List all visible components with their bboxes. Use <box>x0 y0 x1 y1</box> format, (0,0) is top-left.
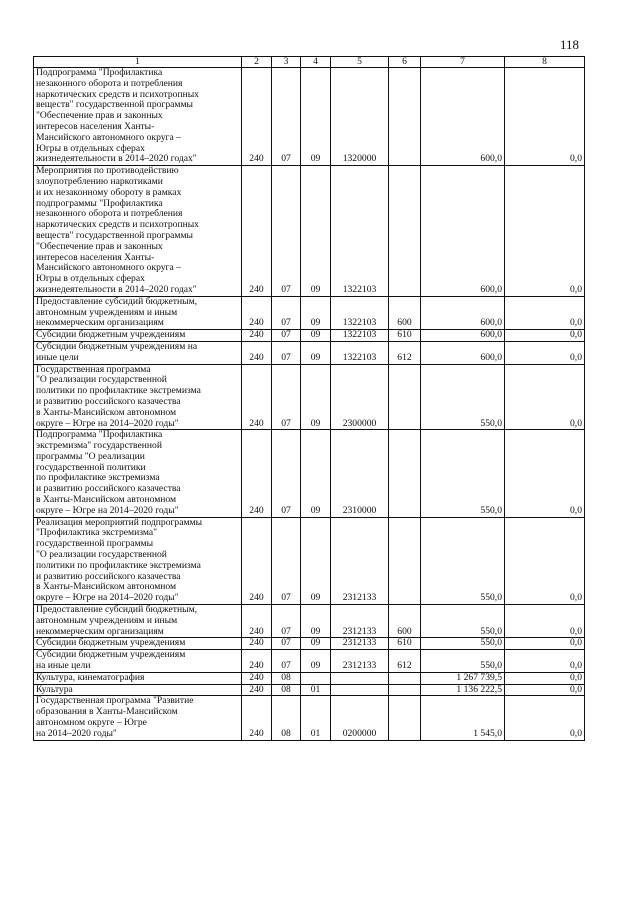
subsection-code-cell: 09 <box>301 364 331 430</box>
section-code-cell: 07 <box>272 296 301 329</box>
section-code-cell: 07 <box>272 605 301 638</box>
table-row <box>34 650 585 673</box>
section-code-cell: 07 <box>272 364 301 430</box>
column-header: 6 <box>389 57 421 68</box>
amount-cell: 550,0 <box>421 364 505 430</box>
subsection-code-cell: 09 <box>301 650 331 673</box>
subsection-code-cell: 09 <box>301 430 331 517</box>
amount-secondary-cell: 0,0 <box>505 696 585 740</box>
ministry-code-cell: 240 <box>242 68 272 166</box>
ministry-code-cell: 240 <box>242 650 272 673</box>
column-header: 7 <box>421 57 505 68</box>
column-header: 8 <box>505 57 585 68</box>
amount-secondary-cell: 0,0 <box>505 341 585 364</box>
column-header: 1 <box>34 57 242 68</box>
subsection-code-cell: 09 <box>301 166 331 297</box>
target-article-cell: 1322103 <box>331 330 389 342</box>
expense-type-cell <box>389 364 421 430</box>
section-code-cell: 07 <box>272 341 301 364</box>
section-code-cell: 07 <box>272 430 301 517</box>
table-row <box>34 296 585 329</box>
row-description: Культура <box>34 684 242 696</box>
table-row <box>34 696 585 740</box>
section-code-cell: 07 <box>272 330 301 342</box>
amount-cell: 550,0 <box>421 517 505 604</box>
section-code-cell: 08 <box>272 696 301 740</box>
section-code-cell: 07 <box>272 650 301 673</box>
ministry-code-cell: 240 <box>242 296 272 329</box>
expense-type-cell <box>389 672 421 684</box>
expense-type-cell <box>389 68 421 166</box>
row-description: Мероприятия по противодействию злоупотреблению наркотиками и их незаконному обороту в рамках подпрограммы "Профилактика незаконного оборота и потребления наркотических средств и психотропных веществ" государственной программы "Обеспечение прав и законных интересов населения Ханты- Мансийского автономного округа – Югры в отдельных сферах жизнедеятельности в 2014–2020 годах" <box>34 166 242 297</box>
ministry-code-cell: 240 <box>242 430 272 517</box>
ministry-code-cell: 240 <box>242 364 272 430</box>
ministry-code-cell: 240 <box>242 605 272 638</box>
amount-cell: 600,0 <box>421 341 505 364</box>
subsection-code-cell: 09 <box>301 638 331 650</box>
section-code-cell: 07 <box>272 166 301 297</box>
ministry-code-cell: 240 <box>242 696 272 740</box>
amount-cell: 600,0 <box>421 330 505 342</box>
table-row <box>34 341 585 364</box>
target-article-cell: 2312133 <box>331 638 389 650</box>
expense-type-cell <box>389 696 421 740</box>
column-header: 2 <box>242 57 272 68</box>
expense-type-cell: 610 <box>389 330 421 342</box>
amount-cell: 1 267 739,5 <box>421 672 505 684</box>
row-description: Реализация мероприятий подпрограммы "Профилактика экстремизма" государственной программы "О реализации государственной политики по профилактике экстремизма и развитию российского казачества в Ханты-Мансийском автономном округе – Югре на 2014–2020 годы" <box>34 517 242 604</box>
row-description: Субсидии бюджетным учреждениям <box>34 330 242 342</box>
amount-cell: 600,0 <box>421 296 505 329</box>
amount-secondary-cell: 0,0 <box>505 430 585 517</box>
subsection-code-cell: 09 <box>301 296 331 329</box>
section-code-cell: 08 <box>272 684 301 696</box>
page-number: 118 <box>560 37 580 52</box>
amount-cell: 550,0 <box>421 430 505 517</box>
row-description: Предоставление субсидий бюджетным, автономным учреждениям и иным некоммерческим организациям <box>34 605 242 638</box>
table-row <box>34 166 585 297</box>
expense-type-cell: 600 <box>389 605 421 638</box>
row-description: Субсидии бюджетным учреждениям на иные цели <box>34 341 242 364</box>
target-article-cell: 1320000 <box>331 68 389 166</box>
subsection-code-cell: 09 <box>301 517 331 604</box>
table-row <box>34 68 585 166</box>
table-row <box>34 684 585 696</box>
amount-secondary-cell: 0,0 <box>505 650 585 673</box>
ministry-code-cell: 240 <box>242 517 272 604</box>
subsection-code-cell: 09 <box>301 68 331 166</box>
row-description: Субсидии бюджетным учреждениям <box>34 638 242 650</box>
subsection-code-cell: 09 <box>301 330 331 342</box>
amount-secondary-cell: 0,0 <box>505 684 585 696</box>
table-row <box>34 430 585 517</box>
column-header: 3 <box>272 57 301 68</box>
expense-type-cell <box>389 430 421 517</box>
table-row <box>34 364 585 430</box>
amount-cell: 600,0 <box>421 166 505 297</box>
table-row <box>34 330 585 342</box>
target-article-cell: 2312133 <box>331 605 389 638</box>
amount-secondary-cell: 0,0 <box>505 330 585 342</box>
row-description: Государственная программа "Развитие образования в Ханты-Мансийском автономном округе – Югре на 2014–2020 годы" <box>34 696 242 740</box>
amount-cell: 550,0 <box>421 638 505 650</box>
column-header: 4 <box>301 57 331 68</box>
subsection-code-cell <box>301 672 331 684</box>
subsection-code-cell: 09 <box>301 341 331 364</box>
table-row <box>34 517 585 604</box>
target-article-cell: 0200000 <box>331 696 389 740</box>
expense-type-cell: 600 <box>389 296 421 329</box>
row-description: Предоставление субсидий бюджетным, автономным учреждениям и иным некоммерческим организациям <box>34 296 242 329</box>
amount-secondary-cell: 0,0 <box>505 68 585 166</box>
expense-type-cell: 612 <box>389 341 421 364</box>
target-article-cell: 2312133 <box>331 650 389 673</box>
amount-cell: 1 136 222,5 <box>421 684 505 696</box>
expense-type-cell: 610 <box>389 638 421 650</box>
row-description: Подпрограмма "Профилактика незаконного оборота и потребления наркотических средств и психотропных веществ" государственной программы "Обеспечение прав и законных интересов населения Ханты- Мансийского автономного округа – Югры в отдельных сферах жизнедеятельности в 2014–2020 годах" <box>34 68 242 166</box>
target-article-cell <box>331 684 389 696</box>
section-code-cell: 08 <box>272 672 301 684</box>
target-article-cell: 1322103 <box>331 166 389 297</box>
target-article-cell: 1322103 <box>331 296 389 329</box>
row-description: Государственная программа "О реализации государственной политики по профилактике экстремизма и развитию российского казачества в Ханты-Мансийском автономном округе – Югре на 2014–2020 годы" <box>34 364 242 430</box>
ministry-code-cell: 240 <box>242 166 272 297</box>
target-article-cell: 2300000 <box>331 364 389 430</box>
ministry-code-cell: 240 <box>242 330 272 342</box>
target-article-cell <box>331 672 389 684</box>
amount-cell: 550,0 <box>421 605 505 638</box>
budget-table <box>33 56 585 741</box>
table-body <box>34 68 585 741</box>
subsection-code-cell: 01 <box>301 696 331 740</box>
subsection-code-cell: 01 <box>301 684 331 696</box>
subsection-code-cell: 09 <box>301 605 331 638</box>
amount-secondary-cell: 0,0 <box>505 517 585 604</box>
amount-cell: 1 545,0 <box>421 696 505 740</box>
amount-secondary-cell: 0,0 <box>505 364 585 430</box>
row-description: Подпрограмма "Профилактика экстремизма" государственной программы "О реализации государственной политики по профилактике экстремизма и развитию российского казачества в Ханты-Мансийском автономном округе – Югре на 2014–2020 годы" <box>34 430 242 517</box>
section-code-cell: 07 <box>272 517 301 604</box>
table-row <box>34 672 585 684</box>
amount-cell: 550,0 <box>421 650 505 673</box>
amount-secondary-cell: 0,0 <box>505 296 585 329</box>
section-code-cell: 07 <box>272 638 301 650</box>
expense-type-cell: 612 <box>389 650 421 673</box>
ministry-code-cell: 240 <box>242 672 272 684</box>
ministry-code-cell: 240 <box>242 341 272 364</box>
table-row <box>34 638 585 650</box>
ministry-code-cell: 240 <box>242 638 272 650</box>
section-code-cell: 07 <box>272 68 301 166</box>
expense-type-cell <box>389 166 421 297</box>
target-article-cell: 2310000 <box>331 430 389 517</box>
row-description: Культура, кинематография <box>34 672 242 684</box>
target-article-cell: 1322103 <box>331 341 389 364</box>
ministry-code-cell: 240 <box>242 684 272 696</box>
expense-type-cell <box>389 684 421 696</box>
amount-secondary-cell: 0,0 <box>505 166 585 297</box>
amount-secondary-cell: 0,0 <box>505 638 585 650</box>
row-description: Субсидии бюджетным учреждениям на иные цели <box>34 650 242 673</box>
expense-type-cell <box>389 517 421 604</box>
amount-secondary-cell: 0,0 <box>505 672 585 684</box>
amount-cell: 600,0 <box>421 68 505 166</box>
amount-secondary-cell: 0,0 <box>505 605 585 638</box>
target-article-cell: 2312133 <box>331 517 389 604</box>
table-header-row <box>34 57 585 68</box>
column-header: 5 <box>331 57 389 68</box>
table-row <box>34 605 585 638</box>
